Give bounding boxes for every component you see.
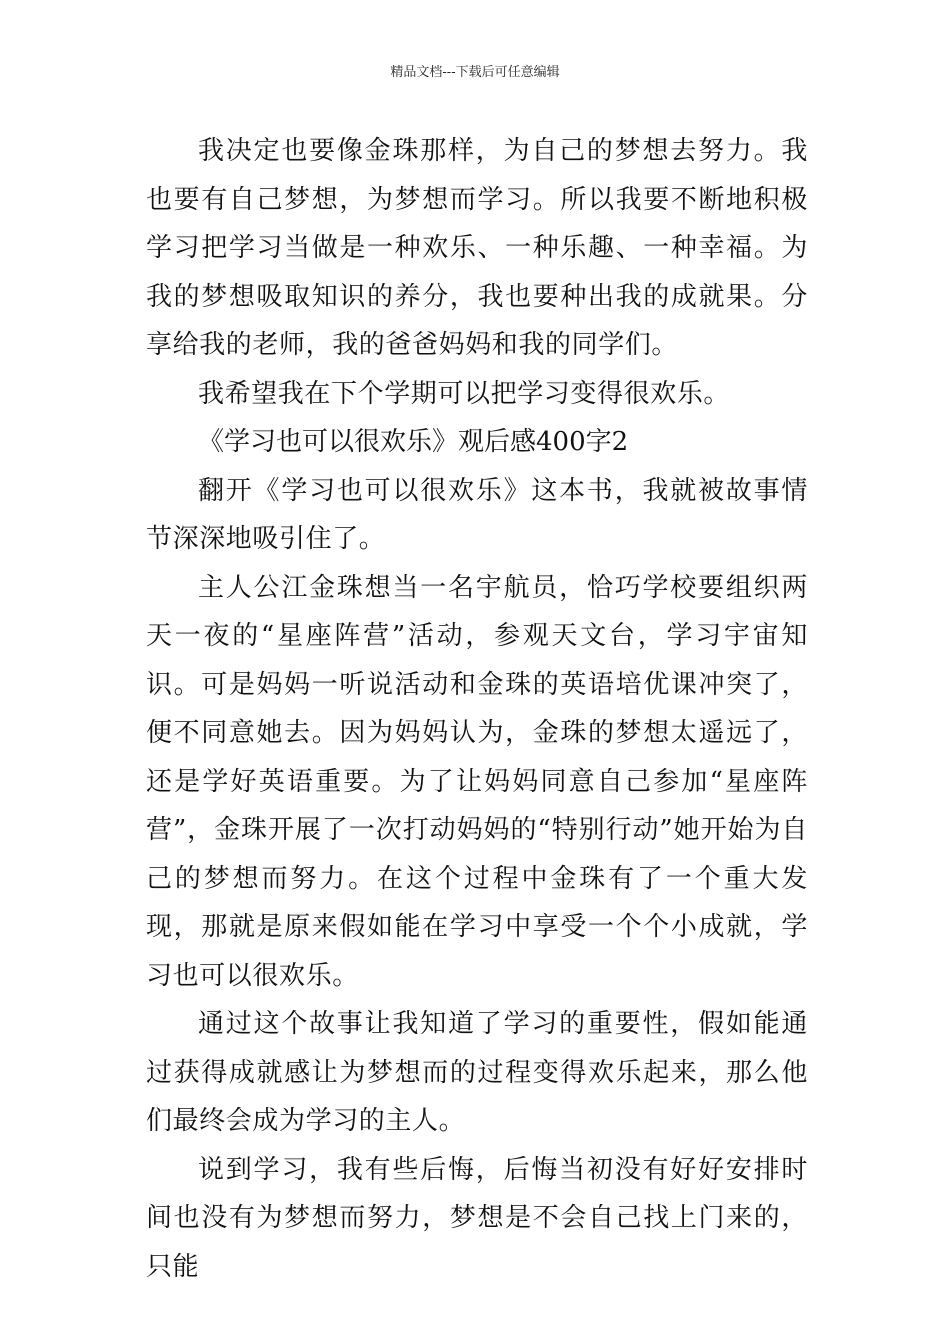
paragraph-regret: 说到学习，我有些后悔，后悔当初没有好好安排时间也没有为梦想而努力，梦想是不会自己找上门来的，只能	[146, 1154, 808, 1282]
document-body	[146, 127, 808, 1291]
paragraph-story-summary: 主人公江金珠想当一名宇航员，恰巧学校要组织两天一夜的“星座阵营”活动，参观天文台，学习宇宙知识。可是妈妈一听说活动和金珠的英语培优课冲突了，便不同意她去。因为妈妈认为，金珠的梦想太遥远了，还是学好英语重要。为了让妈妈同意自己参加“星座阵营”，金珠开展了一次打动妈妈的“特别行动”她开始为自己的梦想而努力。在这个过程中金珠有了一个重大发现，那就是原来假如能在学习中享受一个个小成就，学习也可以很欢乐。	[146, 572, 808, 991]
page-header: 精品文档---下载后可任意编辑	[390, 65, 560, 80]
paragraph-opening-book: 翻开《学习也可以很欢乐》这本书，我就被故事情节深深地吸引住了。	[146, 475, 808, 554]
paragraph-dream-effort: 我决定也要像金珠那样，为自己的梦想去努力。我也要有自己梦想，为梦想而学习。所以我要不断地积极学习把学习当做是一种欢乐、一种乐趣、一种幸福。为我的梦想吸取知识的养分，我也要种出我的成就果。分享给我的老师，我的爸爸妈妈和我的同学们。	[146, 136, 808, 360]
essay-title: 《学习也可以很欢乐》观后感400字2	[198, 427, 629, 457]
paragraph-importance-of-learning: 通过这个故事让我知道了学习的重要性，假如能通过获得成就感让为梦想而的过程变得欢乐起来，那么他们最终会成为学习的主人。	[146, 1009, 808, 1136]
paragraph-next-term-wish: 我希望我在下个学期可以把学习变得很欢乐。	[198, 378, 731, 409]
